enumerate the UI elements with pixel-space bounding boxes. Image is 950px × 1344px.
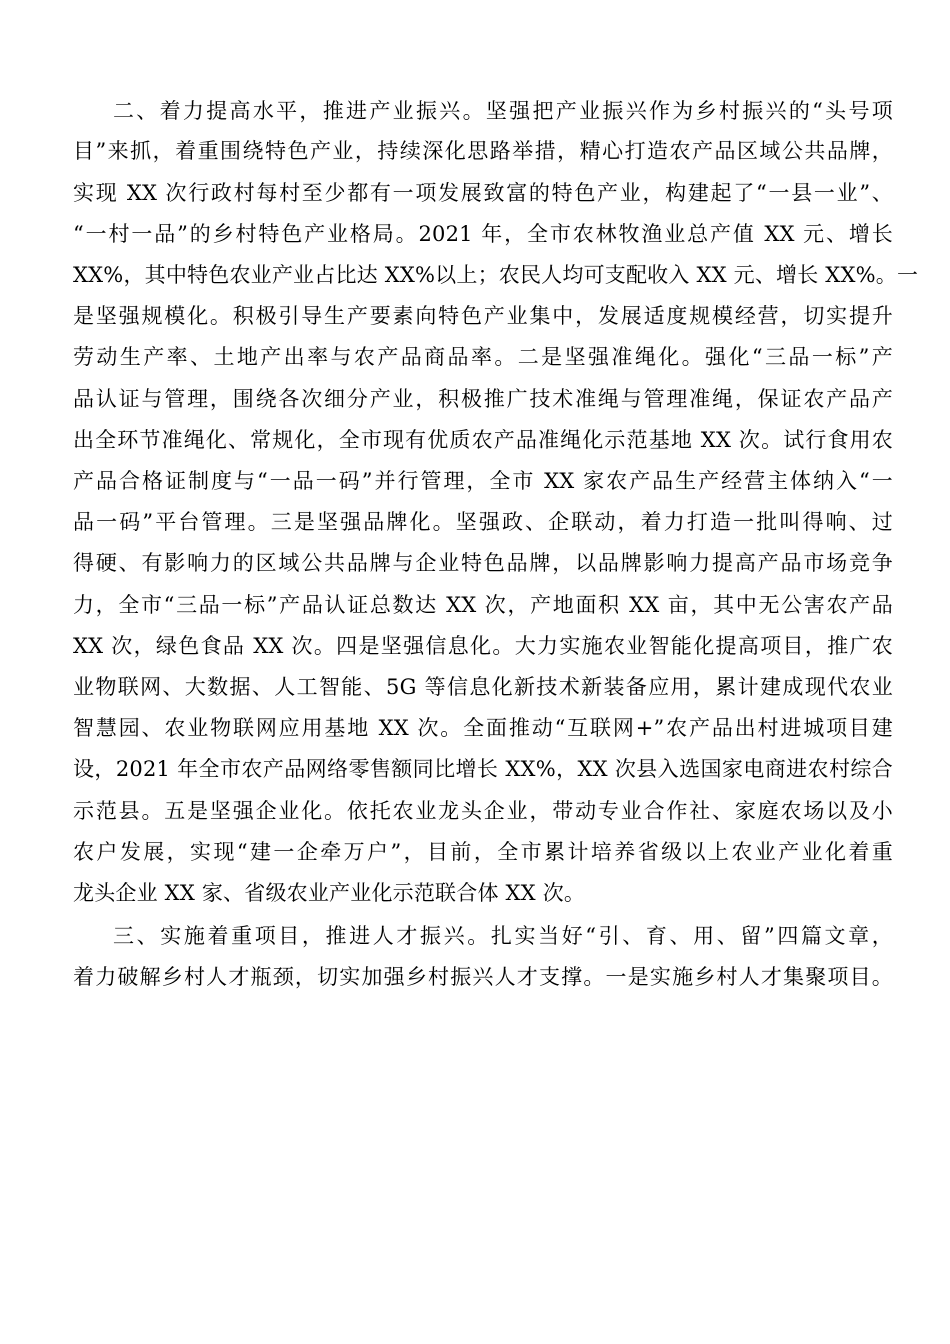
paragraph-1-line-16: 智慧园、农业物联网应用基地 XX 次。全面推动“互联网+”农产品出村进城项目建	[73, 716, 893, 740]
paragraph-1-line-8: 品认证与管理，围绕各次细分产业，积极推广技术准绳与管理准绳，保证农产品产	[73, 387, 893, 411]
paragraph-1-line-2: 目”来抓，着重围绕特色产业，持续深化思路举措，精心打造农产品区域公共品牌，	[73, 139, 893, 163]
paragraph-1-line-18: 示范县。五是坚强企业化。依托农业龙头企业，带动专业合作社、家庭农场以及小	[73, 799, 893, 823]
paragraph-1-line-11: 品一码”平台管理。三是坚强品牌化。坚强政、企联动，着力打造一批叫得响、过	[73, 510, 893, 534]
paragraph-2-line-1: 三、实施着重项目，推进人才振兴。扎实当好“引、育、用、留”四篇文章，	[113, 924, 893, 948]
paragraph-1-line-9: 出全环节准绳化、常规化，全市现有优质农产品准绳化示范基地 XX 次。试行食用农	[73, 428, 893, 452]
paragraph-1-line-7: 劳动生产率、土地产出率与农产品商品率。二是坚强准绳化。强化“三品一标”产	[73, 345, 893, 369]
paragraph-1-line-13: 力，全市“三品一标”产品认证总数达 XX 次，产地面积 XX 亩，其中无公害农产品	[73, 593, 893, 617]
paragraph-1-line-17: 设，2021 年全市农产品网络零售额同比增长 XX%，XX 次县入选国家电商进农村综合	[73, 757, 893, 781]
paragraph-1-line-20: 龙头企业 XX 家、省级农业产业化示范联合体 XX 次。	[73, 881, 586, 905]
paragraph-1-line-6: 是坚强规模化。积极引导生产要素向特色产业集中，发展适度规模经营，切实提升	[73, 304, 893, 328]
paragraph-1-line-4: “一村一品”的乡村特色产业格局。2021 年，全市农林牧渔业总产值 XX 元、增长	[73, 222, 893, 246]
paragraph-2-line-2: 着力破解乡村人才瓶颈，切实加强乡村振兴人才支撑。一是实施乡村人才集聚项目。	[73, 965, 893, 989]
paragraph-1-line-10: 产品合格证制度与“一品一码”并行管理，全市 XX 家农产品生产经营主体纳入“一	[73, 469, 893, 493]
paragraph-1-line-19: 农户发展，实现“建一企牵万户”，目前，全市累计培养省级以上农业产业化着重	[73, 840, 893, 864]
paragraph-1-line-1: 二、着力提高水平，推进产业振兴。坚强把产业振兴作为乡村振兴的“头号项	[113, 99, 893, 123]
paragraph-1-line-14: XX 次，绿色食品 XX 次。四是坚强信息化。大力实施农业智能化提高项目，推广农	[73, 634, 893, 658]
paragraph-1-line-3: 实现 XX 次行政村每村至少都有一项发展致富的特色产业，构建起了“一县一业”、	[73, 181, 893, 205]
paragraph-1-line-5: XX%，其中特色农业产业占比达 XX%以上；农民人均可支配收入 XX 元、增长 XX%。一	[73, 263, 919, 287]
paragraph-1-line-15: 业物联网、大数据、人工智能、5G 等信息化新技术新装备应用，累计建成现代农业	[73, 675, 893, 699]
paragraph-1-line-12: 得硬、有影响力的区域公共品牌与企业特色品牌，以品牌影响力提高产品市场竞争	[73, 551, 893, 575]
